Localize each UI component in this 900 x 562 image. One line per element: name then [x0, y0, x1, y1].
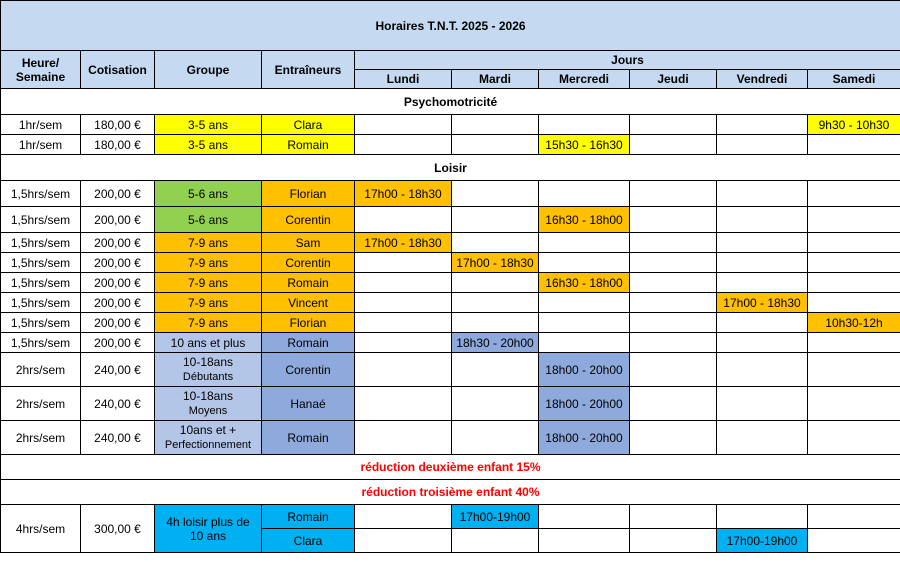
cell-mardi: 17h00 - 18h30 — [452, 253, 539, 273]
cell-coach: Romain — [262, 273, 355, 293]
cell-mardi — [452, 421, 539, 455]
cell-mardi — [452, 233, 539, 253]
cell-heure: 2hrs/sem — [1, 353, 81, 387]
cell-mercredi — [539, 505, 630, 529]
cell-groupe: 10ans et + Perfectionnement — [155, 421, 262, 455]
cell-lundi — [355, 253, 452, 273]
cell-coach: Clara — [262, 529, 355, 553]
cell-mardi — [452, 135, 539, 155]
cell-coach: Vincent — [262, 293, 355, 313]
cell-vendredi — [717, 253, 808, 273]
cell-mardi: 18h30 - 20h00 — [452, 333, 539, 353]
cell-cotisation: 200,00 € — [81, 313, 155, 333]
cell-samedi — [808, 529, 900, 553]
cell-samedi — [808, 387, 900, 421]
table-row — [1, 387, 900, 421]
cell-mercredi — [539, 181, 630, 207]
cell-heure: 4hrs/sem — [1, 505, 81, 553]
page-title: Horaires T.N.T. 2025 - 2026 — [1, 1, 900, 51]
header-day-mardi: Mardi — [452, 70, 539, 89]
cell-vendredi — [717, 387, 808, 421]
cell-samedi — [808, 505, 900, 529]
cell-lundi — [355, 313, 452, 333]
cell-jeudi — [630, 253, 717, 273]
cell-lundi — [355, 529, 452, 553]
cell-samedi — [808, 421, 900, 455]
table-row — [1, 135, 900, 155]
cell-cotisation: 180,00 € — [81, 115, 155, 135]
table-row — [1, 207, 900, 233]
cell-coach: Romain — [262, 135, 355, 155]
cell-coach: Romain — [262, 505, 355, 529]
cell-groupe: 3-5 ans — [155, 115, 262, 135]
cell-coach: Florian — [262, 313, 355, 333]
cell-jeudi — [630, 233, 717, 253]
cell-mardi: 17h00-19h00 — [452, 505, 539, 529]
table-row — [1, 313, 900, 333]
cell-groupe: 5-6 ans — [155, 207, 262, 233]
cell-cotisation: 180,00 € — [81, 135, 155, 155]
cell-groupe: 4h loisir plus de 10 ans — [155, 505, 262, 553]
cell-heure: 2hrs/sem — [1, 387, 81, 421]
cell-jeudi — [630, 313, 717, 333]
cell-heure: 1,5hrs/sem — [1, 233, 81, 253]
cell-vendredi — [717, 207, 808, 233]
header-cotisation: Cotisation — [81, 51, 155, 89]
cell-coach: Sam — [262, 233, 355, 253]
table-row — [1, 233, 900, 253]
cell-mercredi — [539, 529, 630, 553]
cell-heure: 1,5hrs/sem — [1, 333, 81, 353]
cell-mercredi: 16h30 - 18h00 — [539, 207, 630, 233]
cell-coach: Clara — [262, 115, 355, 135]
cell-groupe: 10 ans et plus — [155, 333, 262, 353]
cell-coach: Corentin — [262, 353, 355, 387]
cell-mercredi: 16h30 - 18h00 — [539, 273, 630, 293]
cell-samedi — [808, 207, 900, 233]
cell-jeudi — [630, 421, 717, 455]
section-loisir: Loisir — [1, 155, 900, 181]
table-row — [1, 505, 900, 529]
cell-lundi — [355, 353, 452, 387]
cell-coach: Florian — [262, 181, 355, 207]
cell-mercredi: 18h00 - 20h00 — [539, 421, 630, 455]
cell-cotisation: 200,00 € — [81, 233, 155, 253]
cell-lundi: 17h00 - 18h30 — [355, 233, 452, 253]
cell-jeudi — [630, 293, 717, 313]
cell-cotisation: 240,00 € — [81, 353, 155, 387]
cell-groupe: 7-9 ans — [155, 293, 262, 313]
header-day-mercredi: Mercredi — [539, 70, 630, 89]
table-row — [1, 115, 900, 135]
cell-groupe: 7-9 ans — [155, 313, 262, 333]
cell-heure: 1hr/sem — [1, 135, 81, 155]
cell-jeudi — [630, 115, 717, 135]
header-entraineurs: Entraîneurs — [262, 51, 355, 89]
cell-vendredi — [717, 181, 808, 207]
cell-jeudi — [630, 207, 717, 233]
cell-lundi — [355, 333, 452, 353]
cell-mercredi: 18h00 - 20h00 — [539, 353, 630, 387]
table-row — [1, 253, 900, 273]
cell-jeudi — [630, 529, 717, 553]
cell-samedi: 10h30-12h — [808, 313, 900, 333]
cell-samedi — [808, 273, 900, 293]
cell-lundi — [355, 115, 452, 135]
cell-mercredi — [539, 253, 630, 273]
cell-mercredi: 15h30 - 16h30 — [539, 135, 630, 155]
cell-samedi: 9h30 - 10h30 — [808, 115, 900, 135]
cell-jeudi — [630, 333, 717, 353]
cell-heure: 1,5hrs/sem — [1, 313, 81, 333]
header-heure: Heure/ Semaine — [1, 51, 81, 89]
cell-mardi — [452, 313, 539, 333]
cell-jeudi — [630, 505, 717, 529]
section-psychomotricite: Psychomotricité — [1, 89, 900, 115]
cell-coach: Corentin — [262, 207, 355, 233]
table-row — [1, 293, 900, 313]
cell-lundi — [355, 421, 452, 455]
cell-samedi — [808, 181, 900, 207]
cell-mardi — [452, 181, 539, 207]
cell-heure: 1,5hrs/sem — [1, 253, 81, 273]
cell-jeudi — [630, 273, 717, 293]
cell-cotisation: 200,00 € — [81, 273, 155, 293]
cell-heure: 1,5hrs/sem — [1, 181, 81, 207]
cell-jeudi — [630, 135, 717, 155]
table-row — [1, 421, 900, 455]
cell-mardi — [452, 115, 539, 135]
cell-lundi — [355, 505, 452, 529]
table-row — [1, 333, 900, 353]
cell-vendredi — [717, 115, 808, 135]
cell-samedi — [808, 253, 900, 273]
cell-groupe: 10-18ans Débutants — [155, 353, 262, 387]
cell-heure: 1hr/sem — [1, 115, 81, 135]
cell-mardi — [452, 353, 539, 387]
cell-heure: 2hrs/sem — [1, 421, 81, 455]
header-day-samedi: Samedi — [808, 70, 900, 89]
cell-cotisation: 240,00 € — [81, 387, 155, 421]
cell-groupe: 7-9 ans — [155, 253, 262, 273]
header-day-lundi: Lundi — [355, 70, 452, 89]
cell-groupe: 5-6 ans — [155, 181, 262, 207]
cell-mardi — [452, 387, 539, 421]
cell-heure: 1,5hrs/sem — [1, 207, 81, 233]
cell-vendredi: 17h00-19h00 — [717, 529, 808, 553]
cell-mercredi: 18h00 - 20h00 — [539, 387, 630, 421]
cell-mercredi — [539, 233, 630, 253]
cell-lundi — [355, 387, 452, 421]
cell-vendredi: 17h00 - 18h30 — [717, 293, 808, 313]
table-row — [1, 353, 900, 387]
cell-vendredi — [717, 313, 808, 333]
cell-jeudi — [630, 181, 717, 207]
cell-cotisation: 200,00 € — [81, 253, 155, 273]
header-jours: Jours — [355, 51, 900, 70]
cell-mercredi — [539, 313, 630, 333]
cell-cotisation: 200,00 € — [81, 207, 155, 233]
cell-lundi: 17h00 - 18h30 — [355, 181, 452, 207]
cell-lundi — [355, 273, 452, 293]
cell-cotisation: 240,00 € — [81, 421, 155, 455]
cell-mardi — [452, 293, 539, 313]
header-groupe: Groupe — [155, 51, 262, 89]
cell-mercredi — [539, 115, 630, 135]
cell-vendredi — [717, 135, 808, 155]
cell-lundi — [355, 135, 452, 155]
reduction-second-child: réduction deuxième enfant 15% — [1, 455, 900, 480]
cell-cotisation: 200,00 € — [81, 293, 155, 313]
cell-cotisation: 200,00 € — [81, 333, 155, 353]
cell-groupe: 7-9 ans — [155, 233, 262, 253]
cell-coach: Hanaé — [262, 387, 355, 421]
cell-mardi — [452, 529, 539, 553]
cell-mercredi — [539, 333, 630, 353]
cell-mardi — [452, 207, 539, 233]
cell-groupe: 7-9 ans — [155, 273, 262, 293]
cell-samedi — [808, 353, 900, 387]
cell-groupe: 3-5 ans — [155, 135, 262, 155]
cell-heure: 1,5hrs/sem — [1, 293, 81, 313]
cell-vendredi — [717, 233, 808, 253]
header-day-jeudi: Jeudi — [630, 70, 717, 89]
cell-coach: Corentin — [262, 253, 355, 273]
cell-vendredi — [717, 353, 808, 387]
reduction-third-child: réduction troisième enfant 40% — [1, 480, 900, 505]
cell-lundi — [355, 293, 452, 313]
cell-groupe: 10-18ans Moyens — [155, 387, 262, 421]
cell-mercredi — [539, 293, 630, 313]
cell-samedi — [808, 333, 900, 353]
table-row — [1, 181, 900, 207]
cell-vendredi — [717, 505, 808, 529]
cell-mardi — [452, 273, 539, 293]
cell-samedi — [808, 135, 900, 155]
cell-vendredi — [717, 273, 808, 293]
cell-jeudi — [630, 387, 717, 421]
cell-cotisation: 300,00 € — [81, 505, 155, 553]
cell-jeudi — [630, 353, 717, 387]
cell-samedi — [808, 293, 900, 313]
cell-coach: Romain — [262, 421, 355, 455]
cell-samedi — [808, 233, 900, 253]
cell-lundi — [355, 207, 452, 233]
cell-coach: Romain — [262, 333, 355, 353]
cell-cotisation: 200,00 € — [81, 181, 155, 207]
cell-vendredi — [717, 421, 808, 455]
cell-heure: 1,5hrs/sem — [1, 273, 81, 293]
header-day-vendredi: Vendredi — [717, 70, 808, 89]
cell-vendredi — [717, 333, 808, 353]
table-row — [1, 273, 900, 293]
